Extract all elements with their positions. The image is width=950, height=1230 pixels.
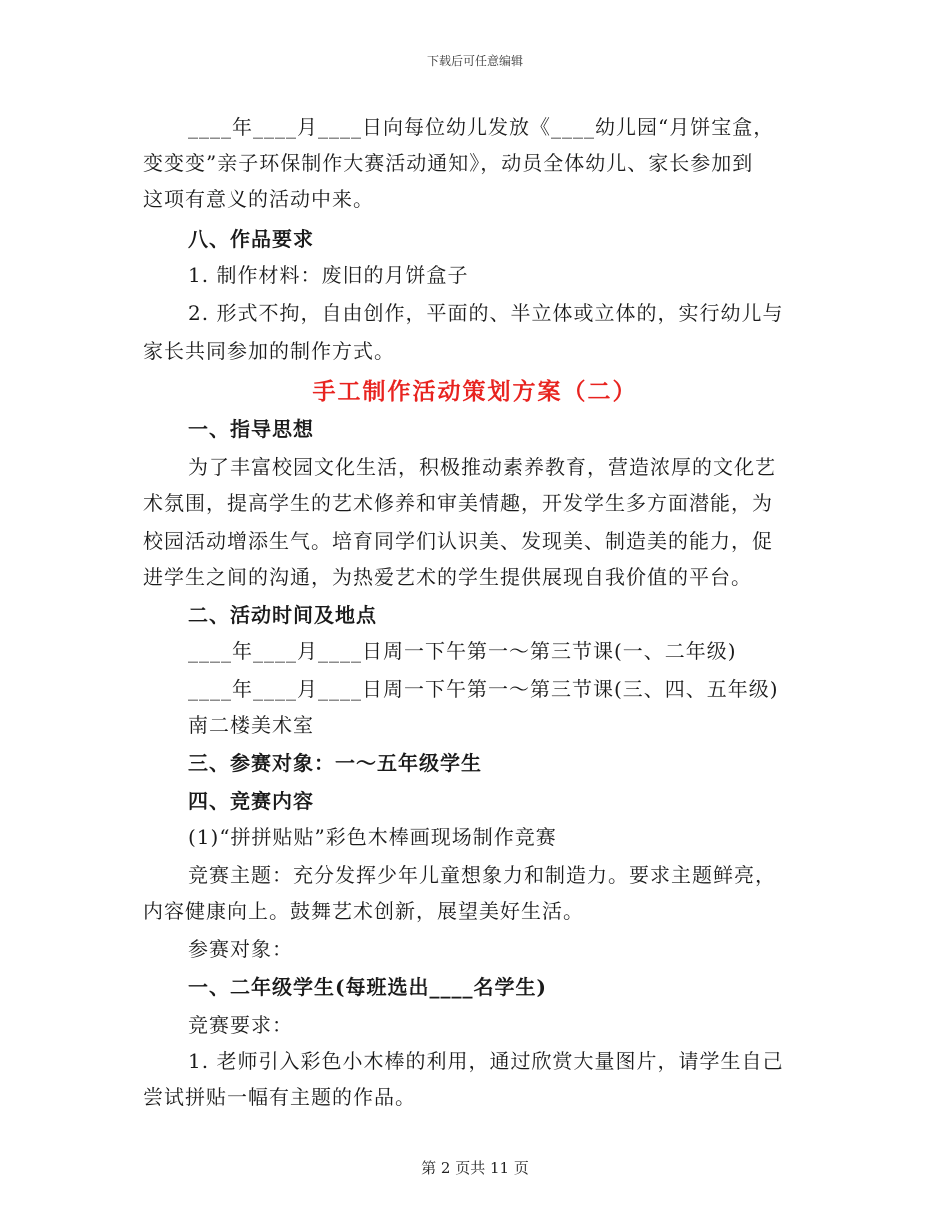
paragraph-line: 内容健康向上。鼓舞艺术创新，展望美好生活。 — [143, 899, 584, 923]
paragraph-line: 竞赛主题：充分发挥少年儿童想象力和制造力。要求主题鲜亮， — [188, 863, 776, 887]
paragraph-line: 南二楼美术室 — [188, 713, 314, 737]
paragraph-line: 家长共同参加的制作方式。 — [143, 339, 395, 363]
paragraph-line: ____年____月____日周一下午第一～第三节课(一、二年级) — [188, 639, 737, 663]
list-item: 1. 制作材料：废旧的月饼盒子 — [188, 263, 469, 287]
list-item: 2. 形式不拘，自由创作，平面的、半立体或立体的，实行幼儿与 — [188, 301, 784, 325]
paragraph-line: 进学生之间的沟通，为热爱艺术的学生提供展现自我价值的平台。 — [143, 565, 752, 589]
document-title: 手工制作活动策划方案（二） — [312, 378, 638, 405]
section-heading: 四、竞赛内容 — [188, 789, 314, 813]
section-heading: 二、活动时间及地点 — [188, 603, 377, 627]
paragraph-line: ____年____月____日向每位幼儿发放《____幼儿园“月饼宝盒， — [188, 115, 775, 139]
section-heading: 一、二年级学生(每班选出____名学生) — [188, 975, 547, 999]
paragraph-line: ____年____月____日周一下午第一～第三节课(三、四、五年级) — [188, 677, 779, 701]
paragraph-line: 尝试拼贴一幅有主题的作品。 — [143, 1085, 416, 1109]
paragraph-line: 为了丰富校园文化生活，积极推动素养教育，营造浓厚的文化艺 — [188, 455, 776, 479]
list-item: 1. 老师引入彩色小木棒的利用，通过欣赏大量图片，请学生自己 — [188, 1049, 784, 1073]
paragraph-line: 这项有意义的活动中来。 — [143, 187, 374, 211]
section-heading: 三、参赛对象：一～五年级学生 — [188, 751, 482, 775]
section-heading: 八、作品要求 — [188, 227, 314, 251]
section-heading: 一、指导思想 — [188, 417, 314, 441]
paragraph-line: 变变变”亲子环保制作大赛活动通知》，动员全体幼儿、家长参加到 — [143, 151, 754, 175]
paragraph-line: 参赛对象： — [188, 937, 293, 961]
page-footer: 第 2 页共 11 页 — [421, 1159, 529, 1177]
page-header: 下载后可任意编辑 — [426, 54, 523, 68]
paragraph-line: 校园活动增添生气。培育同学们认识美、发现美、制造美的能力，促 — [143, 529, 773, 553]
paragraph-line: (1)“拼拼贴贴”彩色木棒画现场制作竞赛 — [188, 825, 557, 849]
paragraph-line: 术氛围，提高学生的艺术修养和审美情趣，开发学生多方面潜能，为 — [143, 491, 773, 515]
paragraph-line: 竞赛要求： — [188, 1013, 293, 1037]
